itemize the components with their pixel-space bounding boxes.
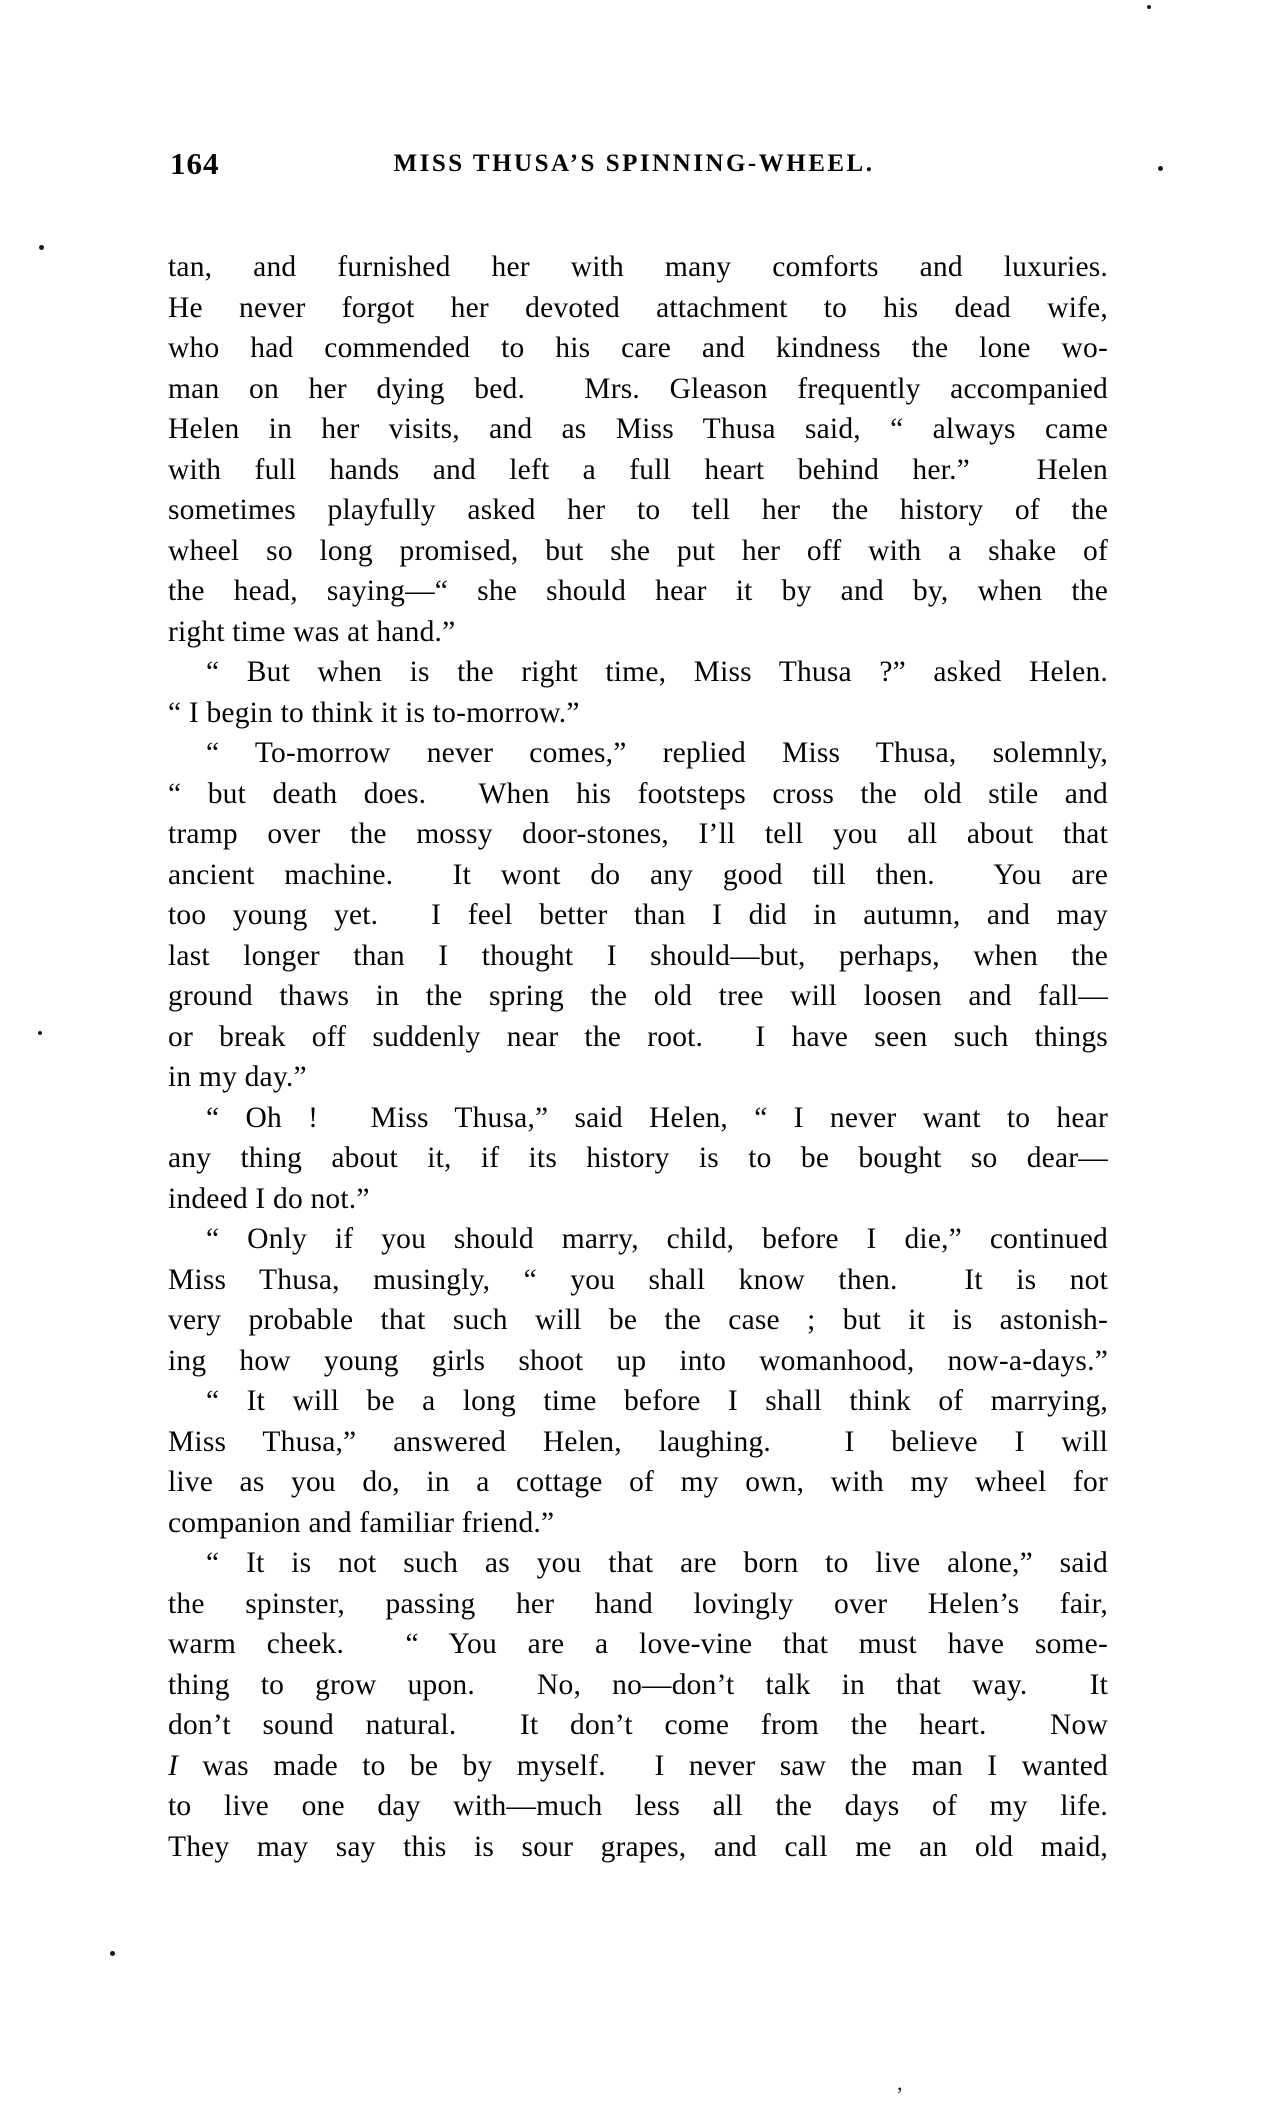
text-line: “ Oh ! Miss Thusa,” said Helen, “ I never want to hear xyxy=(206,1101,1108,1134)
paragraph xyxy=(168,733,1108,1098)
running-title: MISS THUSA’S SPINNING-WHEEL. xyxy=(393,150,875,177)
page-header xyxy=(0,146,1268,186)
text-line: They may say this is sour grapes, and call me an old maid, xyxy=(168,1830,1108,1863)
scan-speck xyxy=(110,1951,115,1956)
text-line: “ But when is the right time, Miss Thusa ?” asked Helen. xyxy=(206,656,1108,688)
scan-speck xyxy=(38,1031,42,1035)
text-line: “ To-morrow never comes,” replied Miss Thusa, solemnly, xyxy=(206,737,1108,769)
text-line: to live one day with—much less all the days of my life. xyxy=(168,1790,1108,1822)
text-line: ancient machine. It wont do any good till then. You are xyxy=(168,858,1108,891)
text-line: “ but death does. When his footsteps cross the old stile and xyxy=(168,777,1108,810)
text-line: ing how young girls shoot up into womanhood, now-a-days.” xyxy=(168,1344,1108,1377)
paragraph xyxy=(168,652,1108,733)
text-line: indeed I do not.” xyxy=(168,1182,370,1215)
text-line: Miss Thusa,” answered Helen, laughing. I believe I will xyxy=(168,1425,1108,1458)
text-line: “ Only if you should marry, child, before I die,” continued xyxy=(206,1223,1108,1255)
text-line: sometimes playfully asked her to tell her the history of the xyxy=(168,494,1108,526)
text-line: too young yet. I feel better than I did in autumn, and may xyxy=(168,899,1108,931)
text-line: very probable that such will be the case ; but it is astonish- xyxy=(168,1304,1108,1336)
text-line: thing to grow upon. No, no—don’t talk in that way. It xyxy=(168,1668,1108,1701)
text-line: “ I begin to think it is to-morrow.” xyxy=(168,696,580,729)
text-line: “ It is not such as you that are born to live alone,” said xyxy=(206,1547,1108,1579)
text-line: companion and familiar friend.” xyxy=(168,1506,555,1539)
text-line: wheel so long promised, but she put her off with a shake of xyxy=(168,534,1108,567)
text-line: don’t sound natural. It don’t come from the heart. Now xyxy=(168,1709,1108,1741)
text-line: tramp over the mossy door-stones, I’ll tell you all about that xyxy=(168,818,1108,850)
text-line: any thing about it, if its history is to be bought so dear— xyxy=(168,1142,1108,1174)
scan-speck xyxy=(1158,166,1163,171)
paragraph xyxy=(168,247,1108,652)
text-line: man on her dying bed. Mrs. Gleason frequently accompanied xyxy=(168,372,1108,405)
scan-speck: ‚ xyxy=(896,2070,904,2095)
paragraph xyxy=(168,1381,1108,1543)
scan-speck xyxy=(39,245,44,250)
text-line: in my day.” xyxy=(168,1061,307,1093)
paragraph xyxy=(168,1543,1108,1867)
text-line: He never forgot her devoted attachment to his dead wife, xyxy=(168,291,1108,324)
text-line: or break off suddenly near the root. I have seen such things xyxy=(168,1020,1108,1053)
paragraph xyxy=(168,1098,1108,1220)
text-line: with full hands and left a full heart behind her.” Helen xyxy=(168,453,1108,486)
text-line: who had commended to his care and kindness the lone wo- xyxy=(168,332,1108,364)
text-line: the spinster, passing her hand lovingly over Helen’s fair, xyxy=(168,1587,1108,1620)
text-line: last longer than I thought I should—but, perhaps, when the xyxy=(168,939,1108,972)
text-line xyxy=(168,1746,1108,1787)
italic-text: I xyxy=(168,1749,179,1782)
paragraph xyxy=(168,1219,1108,1381)
page-number: 164 xyxy=(170,146,220,181)
text-line: live as you do, in a cottage of my own, with my wheel for xyxy=(168,1466,1108,1498)
text-line: the head, saying—“ she should hear it by and by, when the xyxy=(168,575,1108,607)
text-line: Helen in her visits, and as Miss Thusa said, “ always came xyxy=(168,413,1108,445)
text-line: right time was at hand.” xyxy=(168,615,456,648)
body-text xyxy=(168,247,1108,1867)
text-line: warm cheek. “ You are a love-vine that must have some- xyxy=(168,1628,1108,1660)
scan-speck xyxy=(1147,5,1151,9)
text-line: Miss Thusa, musingly, “ you shall know then. It is not xyxy=(168,1263,1108,1296)
text-segment: was made to be by myself. I never saw the man I wanted xyxy=(178,1749,1108,1782)
text-line: ground thaws in the spring the old tree will loosen and fall— xyxy=(168,980,1108,1012)
text-line: “ It will be a long time before I shall think of marrying, xyxy=(206,1385,1108,1417)
text-line: tan, and furnished her with many comforts and luxuries. xyxy=(168,251,1108,283)
